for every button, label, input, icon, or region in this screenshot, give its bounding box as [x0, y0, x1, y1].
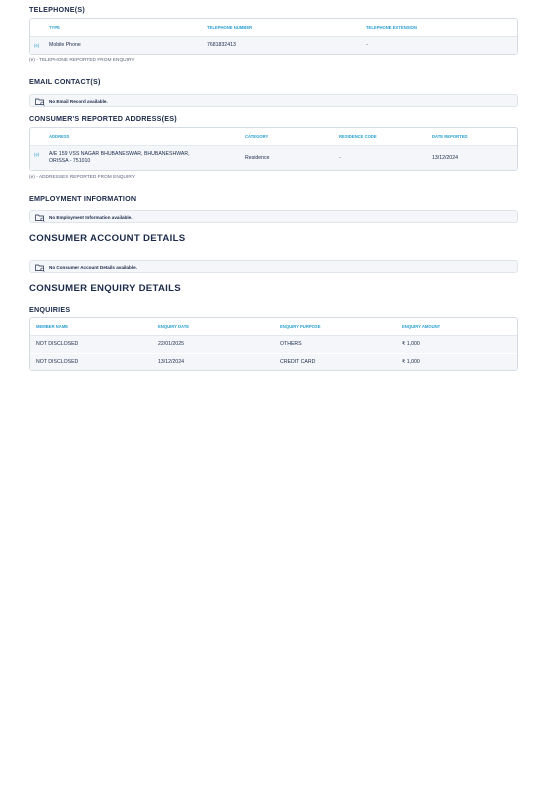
accounts-title: CONSUMER ACCOUNT DETAILS [29, 233, 186, 244]
folder-search-icon [35, 263, 45, 272]
telephone-type: Mobile Phone [49, 42, 81, 48]
enquiries-table-header [30, 318, 517, 336]
col-header-date-reported: DATE REPORTED [432, 134, 468, 139]
table-row [30, 37, 517, 54]
employment-title: EMPLOYMENT INFORMATION [29, 194, 137, 203]
email-message: No Email Record available. [49, 98, 108, 104]
enquiries-table [29, 317, 518, 371]
telephones-note: (e) - TELEPHONE REPORTED FROM ENQUIRY [29, 58, 135, 63]
accounts-message: No Consumer Account Details available. [49, 264, 137, 270]
addresses-table [29, 127, 518, 171]
col-header-type: TYPE [49, 25, 60, 30]
enquiry-date: 22/01/2025 [158, 341, 184, 347]
enquiry-member-name: NOT DISCLOSED [36, 341, 79, 347]
telephone-number: 7681832413 [207, 42, 236, 48]
col-header-residence-code: RESIDENCE CODE [339, 134, 377, 139]
address-category: Residence [245, 155, 270, 161]
date-reported: 13/12/2024 [432, 155, 458, 161]
enquiry-marker: (e) [34, 43, 40, 48]
table-row [30, 336, 517, 353]
email-notice [29, 94, 518, 107]
col-header-telephone-extension: TELEPHONE EXTENSION [366, 25, 417, 30]
address-line-1: A/E 159 VSS NAGAR BHUBANESWAR, BHUBANESHWAR, [49, 151, 190, 157]
folder-search-icon [35, 213, 45, 222]
enquiry-member-name: NOT DISCLOSED [36, 359, 79, 365]
table-row [30, 353, 517, 370]
enquiry-details-title: CONSUMER ENQUIRY DETAILS [29, 283, 182, 294]
col-header-address: ADDRESS [49, 134, 70, 139]
employment-notice [29, 210, 518, 223]
enquiry-purpose: OTHERS [280, 341, 302, 347]
col-header-member-name: MEMBER NAME [36, 324, 69, 329]
enquiry-marker: (e) [34, 152, 40, 157]
employment-message: No Employment Information available. [49, 214, 133, 220]
telephones-title: TELEPHONE(S) [29, 5, 85, 14]
col-header-enquiry-purpose: ENQUIRY PURPOSE [280, 324, 321, 329]
top-edge-divider [0, 0, 555, 2]
addresses-title: CONSUMER'S REPORTED ADDRESS(ES) [29, 114, 177, 123]
enquiry-date: 13/12/2024 [158, 359, 184, 365]
col-header-category: CATEGORY [245, 134, 269, 139]
enquiry-amount: ₹ 1,000 [402, 359, 420, 365]
addresses-table-header [30, 128, 517, 146]
email-title: EMAIL CONTACT(S) [29, 77, 101, 86]
col-header-enquiry-date: ENQUIRY DATE [158, 324, 190, 329]
enquiry-purpose: CREDIT CARD [280, 359, 316, 365]
telephones-table-header [30, 19, 517, 37]
accounts-notice [29, 260, 518, 273]
table-row [30, 146, 517, 170]
col-header-enquiry-amount: ENQUIRY AMOUNT [402, 324, 441, 329]
telephones-table [29, 18, 518, 55]
col-header-telephone-number: TELEPHONE NUMBER [207, 25, 253, 30]
telephone-extension: - [366, 42, 368, 48]
address-line-2: ORISSA - 751010 [49, 158, 91, 164]
enquiry-amount: ₹ 1,000 [402, 341, 420, 347]
residence-code: - [339, 155, 341, 161]
folder-search-icon [35, 97, 45, 106]
addresses-note: (e) - ADDRESSES REPORTED FROM ENQUIRY [29, 175, 135, 180]
enquiries-subtitle: ENQUIRIES [29, 305, 71, 314]
